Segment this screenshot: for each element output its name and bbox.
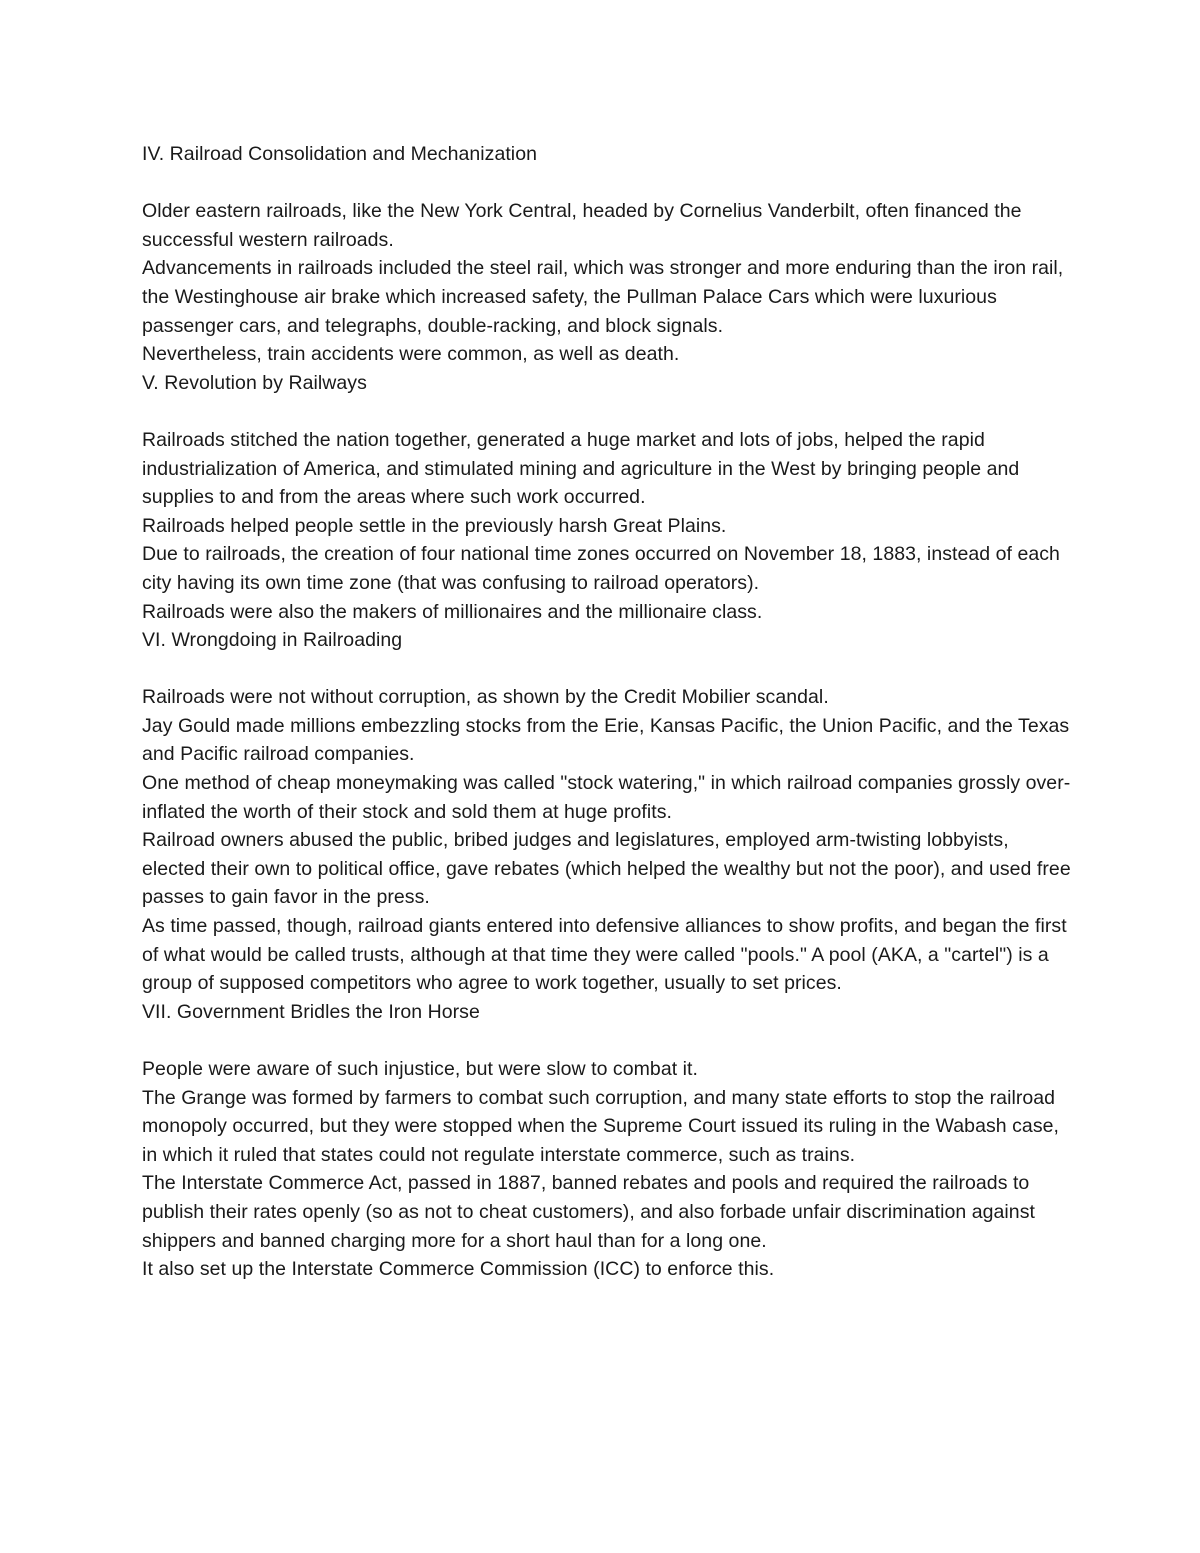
paragraph: The Grange was formed by farmers to combat such corruption, and many state efforts to stop the railroad monopoly occurred, but they were stopped when the Supreme Court issued its ruling in the Wabash case, in which it ruled that states could not regulate interstate commerce, such as trains.: [142, 1086, 1059, 1166]
paragraph: Due to railroads, the creation of four national time zones occurred on November 18, 1883, instead of each city having its own time zone (that was confusing to railroad operators).: [142, 543, 1060, 594]
paragraph: Jay Gould made millions embezzling stocks from the Erie, Kansas Pacific, the Union Pacific, and the Texas and Pacific railroad companies.: [142, 714, 1070, 766]
paragraph: It also set up the Interstate Commerce Commission (ICC) to enforce this.: [142, 1258, 775, 1281]
section-iv: [142, 140, 1072, 369]
paragraph: Railroads stitched the nation together, generated a huge market and lots of jobs, helped the rapid industrialization of America, and stimulated mining and agriculture in the West by bringing people and supplies to and from the areas where such work occurred.: [142, 428, 1020, 509]
paragraph: Advancements in railroads included the steel rail, which was stronger and more enduring than the iron rail, the Westinghouse air brake which increased safety, the Pullman Palace Cars which were luxurious passenger cars, and telegraphs, double-racking, and block signals.: [142, 257, 1064, 337]
paragraph: One method of cheap moneymaking was called "stock watering," in which railroad companies grossly over-inflated the worth of their stock and sold them at huge profits.: [142, 772, 1071, 823]
document-page: [142, 140, 1072, 1284]
blank-line: [142, 655, 1072, 684]
blank-line: [142, 397, 1072, 426]
section-v: [142, 369, 1072, 626]
blank-line: [142, 169, 1072, 198]
paragraph: Nevertheless, train accidents were common, as well as death.: [142, 343, 680, 366]
paragraph: Railroads were not without corruption, as shown by the Credit Mobilier scandal.: [142, 686, 829, 709]
section-heading: IV. Railroad Consolidation and Mechanization: [142, 143, 537, 165]
paragraph: The Interstate Commerce Act, passed in 1887, banned rebates and pools and required the railroads to publish their rates openly (so as not to cheat customers), and also forbade unfair discrimination against shippers and banned charging more for a short haul than for a long one.: [142, 1172, 1035, 1252]
blank-line: [142, 1026, 1072, 1055]
paragraph: Railroad owners abused the public, bribed judges and legislatures, employed arm-twisting lobbyists, elected their own to political office, gave rebates (which helped the wealthy but not the poor), and used free passes to gain favor in the press.: [142, 829, 1071, 909]
paragraph: As time passed, though, railroad giants entered into defensive alliances to show profits, and began the first of what would be called trusts, although at that time they were called "pools." A pool (AKA, a "cartel") is a group of supposed competitors who agree to work together, usually to set prices.: [142, 915, 1067, 995]
section-heading: VI. Wrongdoing in Railroading: [142, 629, 403, 652]
section-vii: [142, 998, 1072, 1284]
section-vi: [142, 626, 1072, 998]
paragraph: Railroads were also the makers of millionaires and the millionaire class.: [142, 600, 763, 623]
paragraph: Older eastern railroads, like the New York Central, headed by Cornelius Vanderbilt, often financed the successful western railroads.: [142, 200, 1022, 251]
paragraph: People were aware of such injustice, but were slow to combat it.: [142, 1058, 698, 1080]
section-heading: VII. Government Bridles the Iron Horse: [142, 1000, 480, 1023]
paragraph: Railroads helped people settle in the previously harsh Great Plains.: [142, 514, 727, 537]
section-heading: V. Revolution by Railways: [142, 371, 367, 394]
